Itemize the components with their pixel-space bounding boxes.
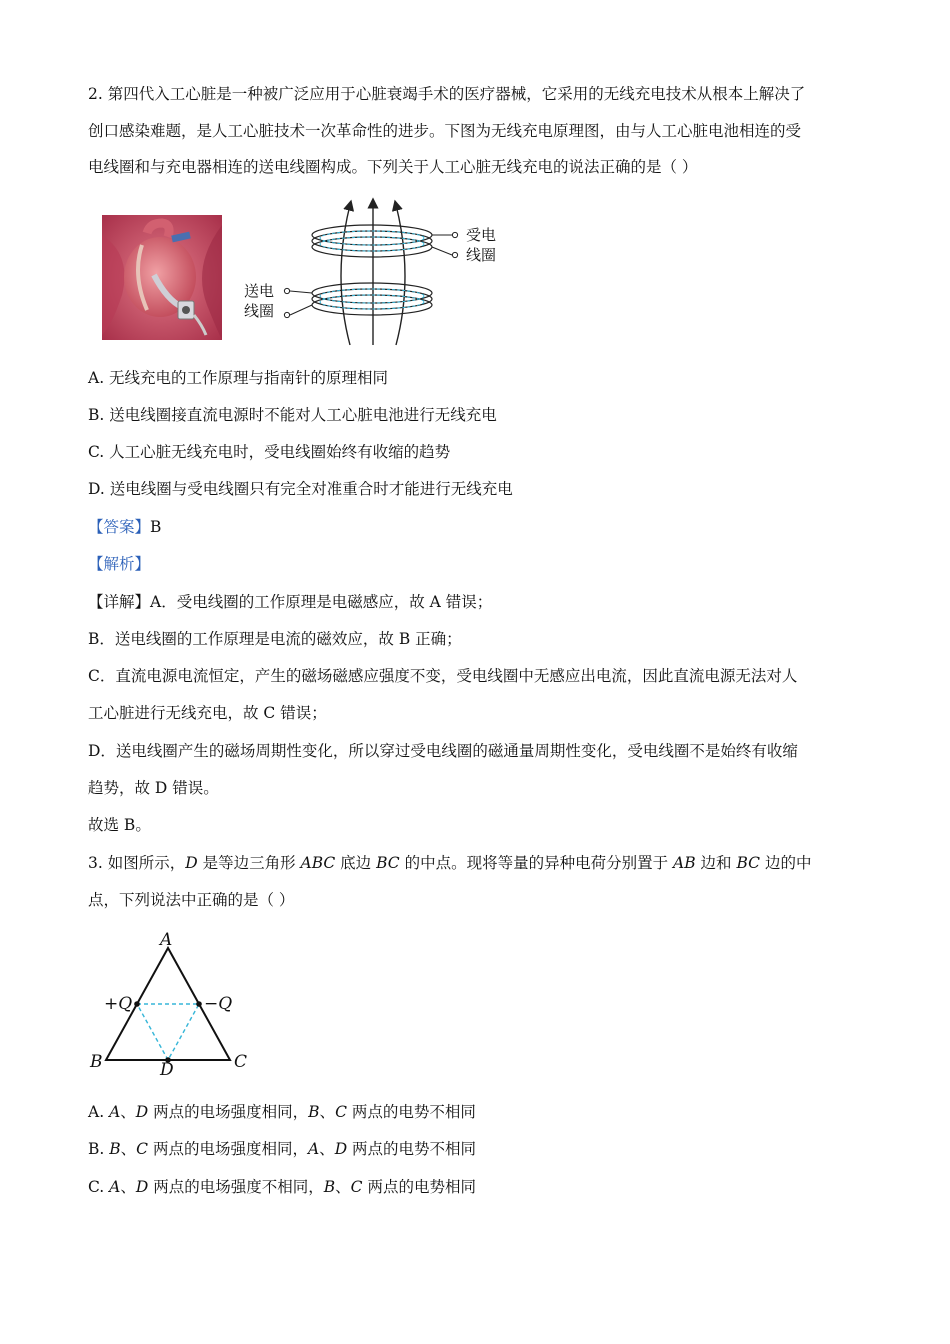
- option-var: D: [135, 1103, 149, 1121]
- option-var: C: [136, 1140, 149, 1158]
- artificial-heart-photo: [102, 215, 222, 340]
- option-text: 、: [120, 1178, 136, 1196]
- q3-stem-var: AB: [673, 854, 696, 872]
- option-var: B: [109, 1140, 121, 1158]
- option-text: 、: [319, 1140, 335, 1158]
- q3-option-c: [88, 1176, 476, 1198]
- q3-stem-part: 3. 如图所示，: [88, 854, 186, 872]
- q3-stem-part: 是等边三角形: [197, 854, 301, 872]
- receiving-coil-label-line-2: 线圈: [466, 246, 497, 264]
- option-var: D: [135, 1178, 149, 1196]
- q3-stem-var: ABC: [300, 854, 336, 872]
- sending-coil: [284, 283, 432, 318]
- option-var: D: [334, 1140, 348, 1158]
- detail-line-2: B．送电线圈的工作原理是电流的磁效应，故 B 正确；: [88, 630, 462, 648]
- label-a: A: [160, 930, 173, 950]
- receiving-coil-label: [466, 225, 496, 265]
- receiving-coil: [312, 225, 458, 258]
- q3-stem-var: BC: [376, 854, 400, 872]
- option-text: 、: [120, 1140, 137, 1158]
- option-text: 两点的电势相同: [362, 1178, 476, 1196]
- option-label: A.: [88, 1103, 110, 1121]
- q2-stem-line-3: 电线圈和与充电器相连的送电线圈构成。下列关于人工心脏无线充电的说法正确的是（ ）: [88, 158, 698, 176]
- q3-stem-part: 底边: [335, 854, 377, 872]
- detail-line-6: 趋势，故 D 错误。: [88, 779, 219, 797]
- wireless-charging-coil-diagram: [240, 197, 510, 347]
- option-label: C.: [88, 1178, 110, 1196]
- option-var: A: [307, 1140, 320, 1158]
- option-var: C: [335, 1103, 347, 1121]
- option-var: B: [323, 1178, 336, 1196]
- detail-line-3: C．直流电源电流恒定，产生的磁场磁感应强度不变，受电线圈中无感应出电流，因此直流电源无法对人: [88, 667, 798, 685]
- q3-stem-part: 的中点。现将等量的异种电荷分别置于: [399, 854, 674, 872]
- analysis-tag: 【解析】: [88, 555, 151, 573]
- q3-option-b: [88, 1138, 476, 1160]
- option-var: B: [308, 1103, 320, 1121]
- dashed-midpoint-triangle: [137, 1004, 199, 1060]
- option-text: 两点的电场强度相同，: [148, 1103, 309, 1121]
- option-var: A: [109, 1103, 121, 1121]
- option-text: 、: [319, 1103, 336, 1121]
- q2-option-c: C. 人工心脏无线充电时，受电线圈始终有收缩的趋势: [88, 443, 451, 461]
- option-text: 、: [120, 1103, 136, 1121]
- label-c: C: [234, 1052, 248, 1072]
- option-text: 两点的电势不相同: [347, 1140, 477, 1158]
- q2-stem-line-2: 创口感染难题，是人工心脏技术一次革命性的进步。下图为无线充电原理图，由与人工心脏电池相连的受: [88, 122, 802, 140]
- option-text: 两点的电场强度相同，: [148, 1140, 308, 1158]
- q2-answer: [88, 516, 161, 538]
- answer-tag: 【答案】: [88, 518, 151, 536]
- detail-line-5: D．送电线圈产生的磁场周期性变化，所以穿过受电线圈的磁通量周期性变化，受电线圈不是始终有收缩: [88, 742, 798, 760]
- label-b: B: [90, 1052, 103, 1072]
- sending-coil-label-line-1: 送电: [244, 282, 275, 300]
- detail-tag: 【详解】: [88, 593, 151, 611]
- triangle-charge-figure: [86, 928, 256, 1083]
- label-d: D: [160, 1060, 174, 1080]
- option-var: A: [109, 1178, 121, 1196]
- detail-text-a: A．受电线圈的工作原理是电磁感应，故 A 错误；: [150, 593, 493, 611]
- detail-conclusion: 故选 B。: [88, 816, 151, 834]
- sending-coil-label-line-2: 线圈: [244, 302, 275, 320]
- option-text: 、: [335, 1178, 351, 1196]
- q3-stem-part: 边的中: [760, 854, 812, 872]
- option-label: B.: [88, 1140, 110, 1158]
- q2-option-a: A. 无线充电的工作原理与指南针的原理相同: [88, 369, 389, 387]
- answer-value: B: [150, 518, 162, 536]
- label-minus-q: −Q: [204, 994, 233, 1014]
- option-text: 两点的电场强度不相同，: [148, 1178, 324, 1196]
- label-plus-q: +Q: [104, 994, 133, 1014]
- q3-stem-part: 边和: [695, 854, 737, 872]
- receiving-coil-label-line-1: 受电: [466, 226, 497, 244]
- charge-minus-point: [196, 1001, 202, 1007]
- sending-coil-label: [244, 281, 274, 321]
- detail-line-1: [88, 591, 492, 613]
- detail-line-4: 工心脏进行无线充电，故 C 错误；: [88, 704, 327, 722]
- q2-stem-line-1: 2. 第四代入工心脏是一种被广泛应用于心脏衰竭手术的医疗器械，它采用的无线充电技术从根本上解决了: [88, 85, 806, 103]
- q3-option-a: [88, 1101, 476, 1123]
- q2-option-d: D. 送电线圈与受电线圈只有完全对准重合时才能进行无线充电: [88, 480, 513, 498]
- coil-diagram-svg: [240, 197, 510, 347]
- q3-stem-var: BC: [736, 854, 761, 872]
- q2-option-b: B. 送电线圈接直流电源时不能对人工心脏电池进行无线充电: [88, 406, 497, 424]
- option-text: 两点的电势不相同: [346, 1103, 476, 1121]
- q3-stem-line-2: 点，下列说法中正确的是（ ）: [88, 891, 295, 909]
- option-var: C: [350, 1178, 363, 1196]
- q3-stem-line-1: [88, 852, 811, 874]
- q3-stem-var: D: [185, 854, 198, 872]
- charge-plus-point: [134, 1001, 140, 1007]
